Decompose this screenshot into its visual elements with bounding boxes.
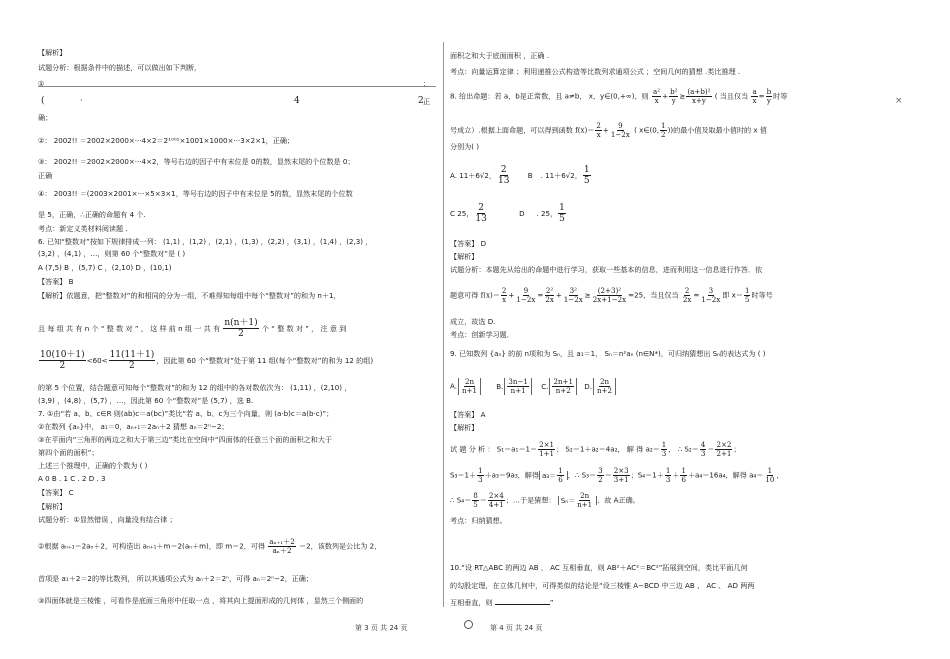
text-line: 试 题 分 析 ： S₁＝a₁＝1＝ $\frac{2\times 1}{1+1}$ ； S₂＝1＋a₂＝4a₂， 解 得 a₂＝ $\frac{1}{3}$ ， ∴ S₂＝ $\frac{4}{3}$ ＝ $\frac{2\times 2}{2+1}$ ； bbox=[450, 440, 741, 459]
text-line: 【解析】 bbox=[450, 252, 479, 261]
text-line: ③在平面内“三角形的两边之和大于第三边”类比在空间中“四面体的任意三个面的面积之和大于 bbox=[38, 435, 333, 444]
text-line: 第四个面的面积”； bbox=[38, 448, 99, 457]
answer: 【答案】 B bbox=[38, 277, 74, 286]
text-line: 【解析】 bbox=[38, 48, 67, 57]
page-number-right: 第 4 页 共 24 页 bbox=[490, 624, 543, 632]
text-line: 面积之和大于底面面积 ，正确 . bbox=[450, 51, 549, 60]
answer: 【答案】 A bbox=[450, 410, 486, 419]
text-line: 试题分析：根据条件中的描述，可以做出如下判断， bbox=[38, 63, 202, 72]
page-marker-icon bbox=[464, 620, 473, 629]
question-10: 10.“设 RT△ABC 的两边 AB ， AC 互相垂直，则 AB²＋AC²＝BC²”拓展到空间，类比平面几何 bbox=[450, 563, 748, 572]
text-line: 【解析】 bbox=[38, 502, 67, 511]
math-expr: 2 bbox=[418, 96, 424, 106]
text-line: 正 bbox=[423, 97, 431, 106]
text-line: $\frac{10(10+1)}{2}$ <60< $\frac{11(11+1)}{2}$ ，因此第 60 个“整数对”处于第 11 组(每个“整数对”的和为 12 的组) bbox=[40, 350, 374, 372]
text-line: 考点：新定义类材料阅读题 . bbox=[38, 224, 128, 233]
text-line: 正确 bbox=[38, 171, 53, 180]
page-number-left: 第 3 页 共 24 页 bbox=[355, 624, 408, 632]
choices: A (7,5) B ，(5,7) C ，(2,10) D ，(10,1) bbox=[38, 263, 172, 272]
text-line: 题意可得 f(x)＝ $\frac{2}{x}$ + $\frac{9}{1-2x}$ = $\frac{\text{2²}}{2x}$ + $\frac{\text{3²}}{1-2x}$ ≥ $\frac{\text{(2+3)²}}{2x+1-2x}$ =25，当且仅当 $\frac{2}{2x}$ = $\frac{3}{1-2x}$ 即 x＝ $\frac{1}{5}$ 时等号 bbox=[450, 286, 773, 305]
text-line: 首项是 a₁＋2＝2的等比数列， 所以其通项公式为 aₙ＋2＝2ⁿ，可得 aₙ＝2ⁿ−2，正确； bbox=[38, 574, 313, 583]
choices: A. 11＋6√2， $\frac{2}{13}$ B . 11＋6√2， $\frac{1}{5}$ bbox=[450, 165, 590, 187]
text-line: 的勾股定理，在立体几何中，可得类似的结论是“设三棱锥 A−BCD 中三边 AB 、 AC 、 AD 两两 bbox=[450, 581, 755, 590]
text-line: ④： 2003!! ＝(2003×2001×···×5×3×1，等号右边的因子中有末位是 5的数，显然末尾的个位数 bbox=[38, 189, 353, 198]
text-line: 上述三个推理中，正确的个数为 ( ) bbox=[38, 461, 148, 470]
text-line: 号成立）.根据上面命题，可以得到函数 f(x)＝ $\frac{2}{x}$ + $\frac{9}{1-2x}$ ( x∈(0, $\frac{1}{2}$ ))的最小值及取最小值时的 x 值 bbox=[450, 121, 767, 140]
text-line: ∴ S₄＝ $\frac{8}{5}$ ＝ $\frac{2\times 4}{4+1}$ ；…于是猜想： Sₙ＝ $\frac{2n}{n+1}$ ．故 A正确。 bbox=[450, 491, 640, 510]
text-line: ②： 2002!! ＝2002×2000×···4×2＝2¹⁰⁰¹×1001×1000×···3×2×1，正确； bbox=[38, 136, 295, 145]
column-divider bbox=[443, 42, 444, 607]
choices: A 0 B . 1 C . 2 D . 3 bbox=[38, 474, 106, 483]
text-line: 互相垂直，则 ” bbox=[450, 598, 554, 607]
question-7: 7. ①由“若 a、b、c∈R 则(ab)c＝a(bc)”类比“若 a、b、c为三个向量，则 (a·b)c＝a(b·c)”； bbox=[38, 409, 334, 418]
text-line: 成立，故选 D. bbox=[450, 317, 496, 326]
text-line: 试题分析：本题先从给出的命题中进行学习，获取一些基本的信息，进而利用这一信息进行作答．依 bbox=[450, 265, 763, 274]
text-line: (3,9) ，(4,8) ，(5,7) ，…，因此第 60 个“整数对”是 (5,7) ，选 B. bbox=[38, 396, 254, 405]
choices: C 25， $\frac{2}{13}$ D . 25， $\frac{1}{5}$ bbox=[450, 203, 565, 225]
question-6: 6. 已知“整数对”按如下规律排成一列： (1,1) ，(1,2) ，(2,1) ，(1,3) ，(2,2) ，(3,1) ，(1,4) ，(2,3) ， bbox=[38, 237, 373, 246]
text-line: 分别为( ) bbox=[450, 142, 480, 151]
text-line: ③四面体就是三棱锥 ，可看作是底面三角形中任取一点 ，将其向上提面形成的几何体 ，显然三个侧面的 bbox=[38, 596, 364, 605]
text-line: 考点：创新学习题． bbox=[450, 330, 514, 339]
math-expr: ( bbox=[41, 96, 45, 106]
text-line: 试题分析：①显然错误 ，向量没有结合律 ； bbox=[38, 515, 177, 524]
left-page bbox=[38, 0, 436, 620]
math-expr: 4 bbox=[294, 96, 300, 106]
text-line: 【解析】依题意，把“整数对”的和相同的分为一组，不难得知每组中每个“整数对”的和为 n＋1， bbox=[38, 291, 341, 300]
answer-blank[interactable] bbox=[495, 598, 550, 605]
text-line: 考点：向量运算定律 ；利用递推公式构造等比数列求通项公式 ；空间几何的猜想 .类比推理 . bbox=[450, 67, 741, 76]
choices: A. $\frac{2n}{n+1}$ B. $\frac{3n-1}{n+1}$ C. $\frac{2n+1}{n+2}$ D. $\frac{2n}{n+2}$ bbox=[450, 378, 617, 395]
math-expr: · bbox=[80, 96, 83, 105]
text-line: 且 每 组 共 有 n 个 “ 整 数 对 ” ， 这 样 前 n 组 一 共 有 $\frac{n(n+1)}{2}$ 个 “ 整 数 对 ” ， 注 意 到 bbox=[38, 318, 347, 340]
text-line: ②在数列 {aₙ}中， a₁＝0，aₙ₊₁＝2aₙ＋2 猜想 aₙ＝2ⁿ−2； bbox=[38, 422, 229, 431]
text-line: ① bbox=[38, 79, 45, 88]
question-9: 9. 已知数列 {aₙ} 的前 n项和为 Sₙ，且 a₁＝1， Sₙ＝n²aₙ (n∈N*)，可归纳猜想出 Sₙ的表达式为 ( ) bbox=[450, 349, 766, 358]
answer: 【答案】 D bbox=[450, 239, 487, 248]
text-line: 的第 5 个位置，结合题意可知每个“整数对”的和为 12 的组中的各对数依次为： (1,11) ，(2,10) ， bbox=[38, 383, 352, 392]
text-line: ； bbox=[423, 79, 431, 88]
close-icon[interactable]: × bbox=[895, 96, 903, 106]
text-line: 考点：归纳猜想。 bbox=[450, 516, 507, 525]
text-line: 【解析】 bbox=[450, 423, 479, 432]
answer: 【答案】 C bbox=[38, 488, 74, 497]
question-8: 8. 给出命题：若 a，b是正常数，且 a≠b， x，y∈(0,+∞)，则 $\frac{\text{a²}}{x}$ + $\frac{\text{b²}}{y}$ ≥ $\frac{\text{(a+b)²}}{x+y}$ ( 当且仅当 $\frac{a}{x}$ = $\frac{b}{y}$ 时等 bbox=[450, 87, 788, 106]
text-line: (3,2) ，(4,1) ，…，则第 60 个“整数对”是 ( ) bbox=[38, 249, 186, 258]
right-page bbox=[450, 0, 882, 620]
text-line: 是 5，正确，∴正确的命题有 4 个. bbox=[38, 210, 146, 219]
text-line: ③： 2002!! ＝2002×2000×···4×2，等号右边的因子中有末位是 0的数，显然末尾的个位数是 0； bbox=[38, 157, 355, 166]
text-line: 确； bbox=[38, 113, 53, 122]
text-line: ②根据 aₙ₊₁＝2aₙ＋2，可构造出 aₙ₊₁＋m＝2(aₙ＋m)，即 m＝2，可得 $\frac{\text{aₙ₊₁＋2}}{\text{aₙ＋2}}$ ＝2，该数列是公比为 2， bbox=[38, 537, 382, 556]
text-line: S₃＝1＋ $\frac{1}{3}$ ＋a₃＝9a₃，解得 a₃＝ $\frac{1}{6}$ ，∴ S₃＝ $\frac{3}{2}$ ＝ $\frac{2\times 3}{3+1}$ ；S₄＝1＋ $\frac{1}{3}$ ＋ $\frac{1}{6}$ ＋a₄＝16a₄，解得 a₄＝ $\frac{1}{10}$ ， bbox=[450, 466, 784, 485]
